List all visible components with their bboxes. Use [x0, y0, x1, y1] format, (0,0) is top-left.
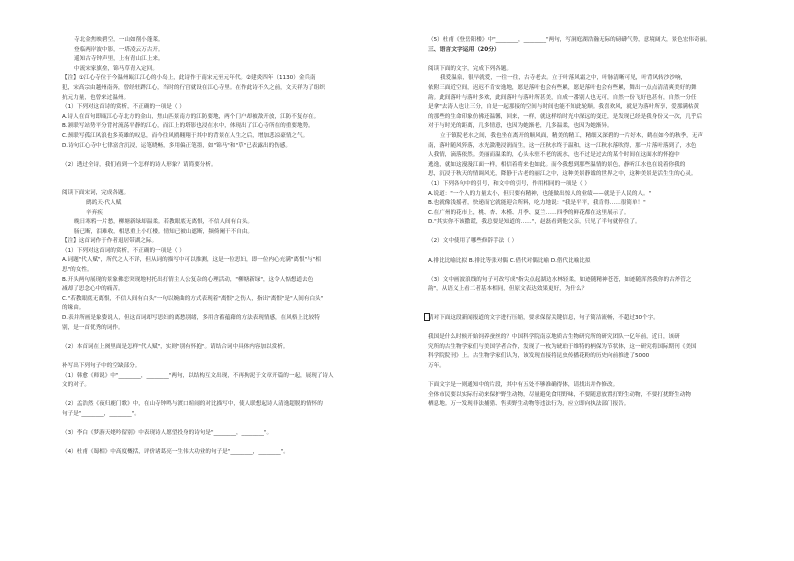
question-option: C.颈联写孤江风浪也多英雄的叹息，而今往风鸥翱翔于其中的背景在人生之后，增加悲凉豪情之气。: [62, 132, 309, 139]
question-option: C."若教眼底无离恨，不信人间有白头"一句以婉曲的方式表现着"离恨"之伤人，指出"离恨"是"人间有白头": [62, 295, 324, 302]
question-title: 下面文字是一则通知中的片段，其中有五处不够准确得体，请找出并作修改。: [428, 382, 619, 389]
poem-line: 肠已断，泪难收，相思重上小红楼。情知已被山遮断，频倚阑干不自由。: [74, 228, 254, 235]
essay-line: 立于镇院老水之间，我也坐在离开的顺风面，精美的精工，精细又深碧的一片好木，鹤在如今的秋季，无声: [440, 132, 703, 139]
answer-box-marker: [424, 313, 430, 321]
question-option: B.颔联写站势平分背衬流荡平静的江心，而江上的塔影也浸在水中，体现出了江心寺所在的重要地势。: [62, 123, 314, 130]
news-line: 科学院院刊》上。古生物学家们认为，该发现直接将昆虫传播花粉的历史向前推进了5000: [428, 353, 650, 360]
question-title: 韵"，从语义上看二者基本相同，但原文表达效果更好，为什么？: [428, 286, 588, 293]
news-line: 究所的古生物学家们与美国学者合作，发现了一枚为琥珀于维特的柄保为节状体，这一研究将国际期刊《美国: [428, 343, 697, 350]
fill-item: （3）李白《梦游天姥吟留别》中表现诗人愿望投身的诗句是"________，________"。: [62, 430, 273, 437]
essay-line: 逃逸，就如这漫漫江面一样，相信着将来也如此。而今我想到那些温情的景色，静听江水也在说着你我的: [428, 161, 686, 168]
fill-item: （1）韩愈《师说》中"________，________"两句，以结构互文出现，不再拘泥于文章开篇的一起，展现了诗人: [62, 372, 334, 379]
poem-line: 遥知古寺钟声里，上有青山江上来。: [74, 56, 164, 63]
fill-item: （4）杜甫《蜀相》中高度概括，评价诸葛亮一生伟大功业的句子是"________，________"。: [62, 449, 289, 456]
right-column: [428, 36, 756, 410]
question-title: （1）下列对这首诗的赏析，不正确的一项是（ ）: [62, 104, 185, 111]
question-title: （2）透过全诗，我们看到一个怎样的诗人形象？请简要分析。: [62, 161, 217, 168]
section-heading: 三、语言文字运用（20分）: [428, 46, 500, 53]
poem-author: 辛弃疾: [86, 209, 103, 216]
fill-title: 补写出下列句子中的空缺部分。: [62, 363, 141, 369]
essay-line: 韵。此间落叶与落叶多欢，此间落叶与落叶所甚美，自成一番别人也无可，自然一份飞好也甚有，自然一分任: [428, 94, 697, 101]
left-column: [62, 36, 397, 458]
poem-line: 晚日寒鸦一片愁，柳塘新绿却温柔。若教眼底无离恨，不信人间有白头。: [74, 219, 254, 226]
question-option: B.开头两句展现的景象佛恋突现地衬托出打情主人公复杂的心理活动，"柳塘新绿"，这令人惦想道去色: [62, 276, 314, 283]
reading-title: 阅读下面宋词，完成各题。: [62, 190, 130, 197]
question-option: A.排比比喻比拟 B.排比等张对偶 C.借代对偶比喻 D.借代比喻比拟: [428, 257, 591, 264]
question-option: A.词题"代人赋"，所代之人不详，但从词的描写中可以推测，这是一位思妇，即一位内心充满"离恨"与"相: [62, 257, 321, 264]
poem-title: 鹧鸪天·代人赋: [86, 199, 122, 206]
essay-line: 思，沉浸于秋天的情调风光，降静于古老的丽江之中，这种美景静谧的世界之中，这种美景是活生生的心灵。: [428, 171, 697, 178]
question-option: D.诗句江心寺中七律富含沉浸，运笔晓畅，多用偏正笔墨，如"锦马"和"草"已表露出的伤感。: [62, 142, 291, 149]
poem-line: 寺北金焦映碧空，一山如削小蓬莱。: [74, 37, 164, 43]
poem-note: 【注】①江心寺位于今温州瓯江江心的小岛上，此诗作于南宋元至元年代。②建炎四年（1130）金兵南: [62, 75, 316, 82]
essay-line: 人我情，滴落依然。美丽而温柔的，心头永驻不老的流水，也不过是过去的某个时间在这面水的怀抱中: [428, 152, 680, 159]
poem-note: 【注】这首词作于作者退居带湖之际。: [62, 238, 158, 245]
fill-item: （5）杜甫《登岳阳楼》中"________，________"两句，写洞庭湖浩瀚无际的磅礴气势，意境阔大，景色宏伟奇丽。: [428, 37, 711, 43]
question-option: B.也就像浅摇者，快递而它就能迎合所料，吃力地说："我是平平，我肯得……很简单！": [428, 200, 646, 207]
fill-item: 句子是"________，________"。: [62, 410, 140, 417]
poem-note: 抗元力量，也曾来过温州。: [62, 94, 130, 101]
notice-line: 栖息地。万一发现非法捕猎、售卖野生动物等违法行为，应立即向执法部门报告。: [428, 401, 630, 408]
fill-item: （2）孟浩然《夜归鹿门歌》中，在山寺钟鸣与渡口暄闹的对比描写中，使人联想起诗人清逸超脱的情怀的: [62, 401, 323, 408]
question-option: A.诗人在首句即瓯江心寺北方的金山，焦山匹景南方的江防要地，两个门户却被敌开放，江防不复存在。: [62, 113, 320, 120]
poem-line: 中流宋家旗垒，锦马草青入定回。: [74, 65, 158, 72]
essay-line: 南，落叶随风猝落，水光潋滟浸润而生，这一汪秋水终于温和，这一江秋水落吹得，那一片落叶落到了，水色: [428, 142, 697, 149]
poem-line: 登临两岸波中影，一塔凌云万古开。: [74, 46, 164, 53]
question-option: 的缘由。: [62, 305, 85, 312]
question-title: （2）文中使用了哪些修辞手法（ ）: [428, 238, 518, 245]
essay-line: 依附三面近空间，迟迟不肯安逸地，愿是落叶也会有些累，愿是落叶也会有些累，舞出一点点清清爽美好的舞: [428, 84, 697, 91]
notice-line: 全体市民要以实际行动来保护野生动物，尽量避免食用野味，不要随意放置打野生动物，不要打扰野生动物: [428, 391, 691, 398]
essay-line: 是拿"去涛人也让三分，自是一起那接的空间与时间也能不知此轮顺。我喜欢风，就是为落叶所享，爱那满枯黄: [428, 104, 700, 111]
essay-line: 对于与时光的距离，几多情意，也因为她渐老，几多温柔，也因为她渐异。: [428, 123, 613, 130]
essay-line: 我爱温泉，很早就爱，一往一往，古寺老去。立于叶落风霜之中，叶脉清晰可见，叶背风转沙沙响，: [440, 75, 687, 82]
question-option: 减却了思念心中的痛苦。: [62, 286, 124, 293]
question-option: D."其实你不该撒谎，我总要是知道的……"，赵磊看到他父亲，只见了半句就停住了。: [428, 219, 641, 226]
question-option: C.在广州的花市上，桃、杏、木槿、月季、夏兰……四季的鲜花都在这里展示了。: [428, 209, 630, 216]
question-title: （1）下列各句中的引号，和文中的引号，作用相同的一项是（ ）: [428, 180, 590, 187]
fill-item: 文的对子。: [62, 382, 90, 389]
question-option: 别，是一首优秀的词作。: [62, 324, 124, 331]
poem-note: 犯，宋高宗由越州南奔，曾经驻跸江心，当时的行宫就设在江心寺里。在作此诗不久之前，文天祥为了组织: [62, 84, 325, 91]
news-line: 我国是什么时候开始饲养蚕丝的？中国科学院南京地质古生物研究所的研究团队一亿年前，近日，该研: [428, 334, 680, 341]
essay-line: 的那些的生命印象仿佛还温馨，回来，一样，就这样给时光中深远的变迁，是发现已经是我身份又一次，几乎后: [428, 113, 703, 120]
question-option: 思"的女性。: [62, 267, 93, 274]
news-line: 万年。: [428, 363, 445, 369]
reading-title: 阅读下面的文字，完成下列各题。: [428, 65, 512, 72]
question-title: （2）本首词在上阕里面是怎样"代人赋"，实则"别有怀抱"。请结合词中具体内容加以赏析。: [62, 343, 289, 350]
question-title: （1）下列对这首词的赏析，不正确的一项是（ ）: [62, 247, 185, 254]
question-option: D.表并所画是象姿说人，但这首词却写思妇的离愁别绪，多用含蓄蕴藉的方法表现情感，在风格上比较特: [62, 315, 320, 322]
question-option: A.说道："一个人的力量太小，但只要有精神，也能做出惊人的业绩——就是于人民的人。": [428, 190, 652, 197]
question-title: （3）文中画波浪线的句子可改写成"指尖点起湖边水林轻柔，如迹随精神苍苍，如迹随浑然我你的古斧管之: [428, 276, 692, 283]
question-title: 请对下面这段新闻报道的文字进行压缩，要求保留关键信息，句子简洁流畅，不超过30个字。: [428, 315, 659, 322]
